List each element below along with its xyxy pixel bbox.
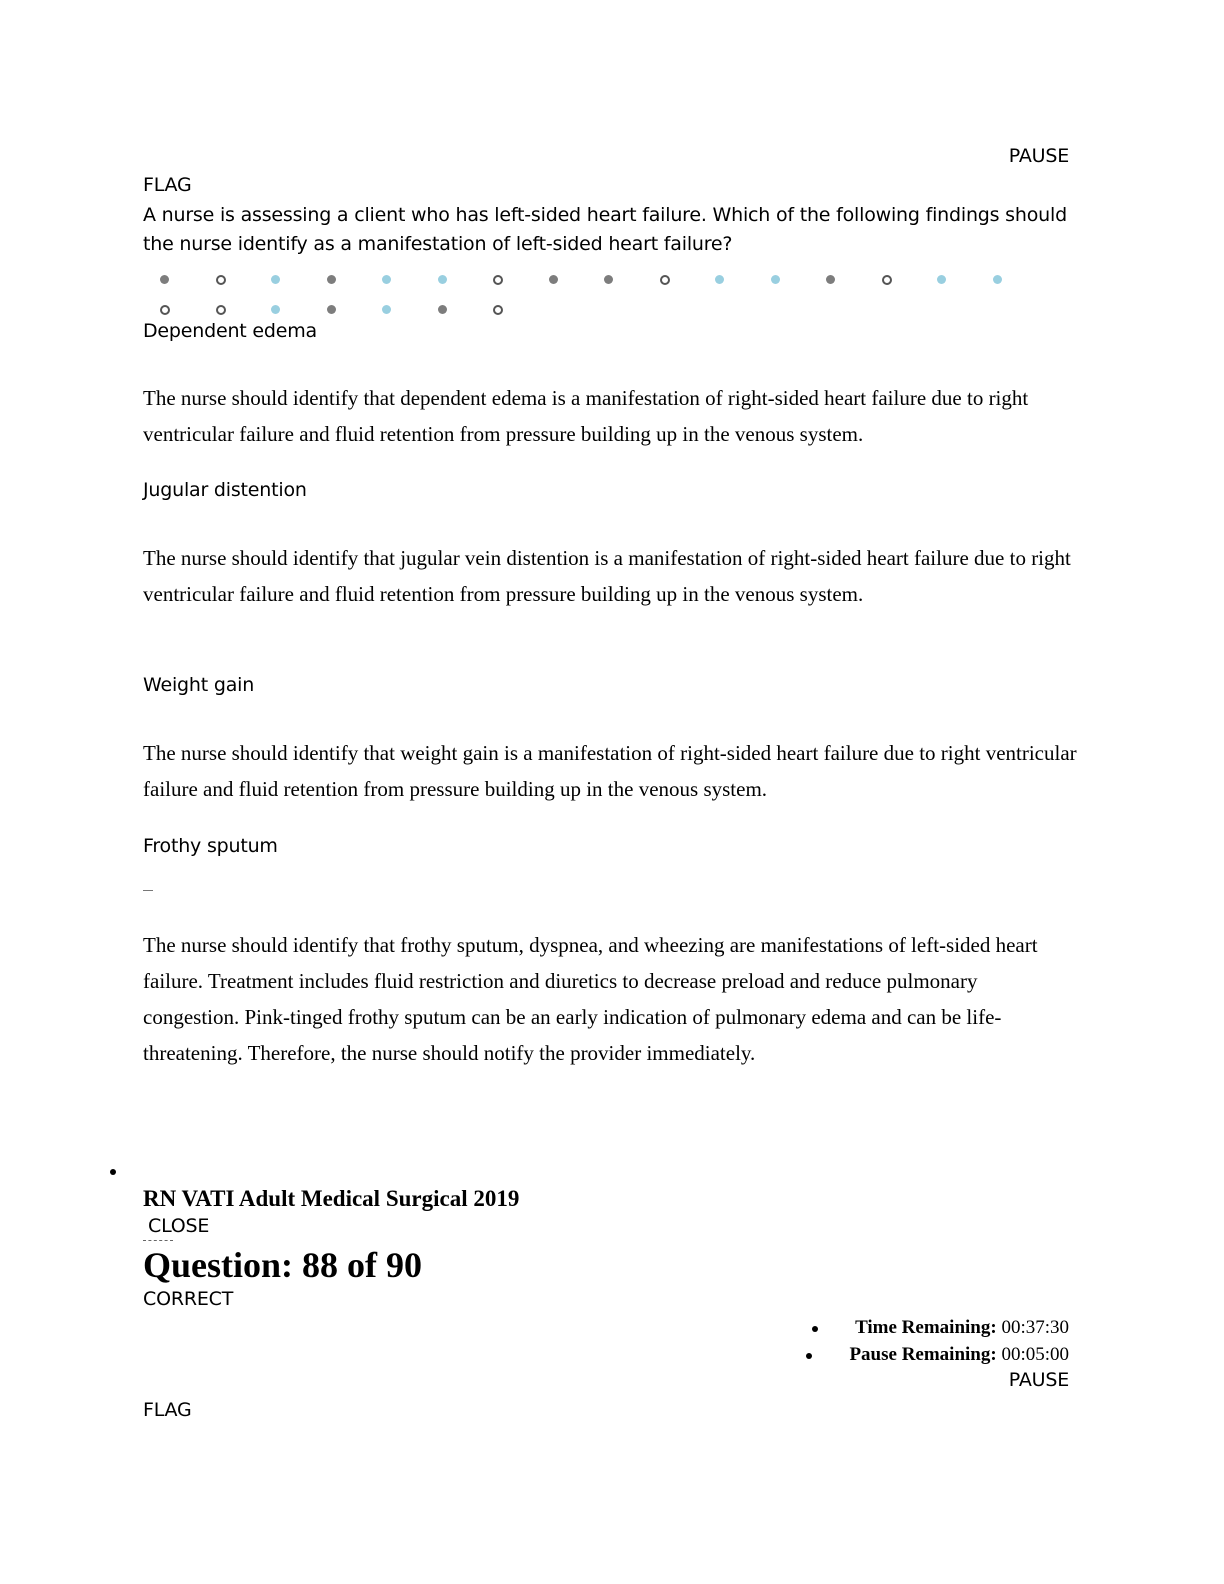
navigator-dot[interactable]	[493, 275, 503, 285]
option-frothy-sputum[interactable]: Frothy sputum	[143, 835, 278, 857]
navigator-dot[interactable]	[438, 275, 447, 284]
flag-button-2[interactable]: FLAG	[143, 1399, 192, 1421]
navigator-dot[interactable]	[826, 275, 835, 284]
navigator-dot[interactable]	[382, 275, 391, 284]
navigator-dot[interactable]	[382, 305, 391, 314]
navigator-dot[interactable]	[882, 275, 892, 285]
question-navigator	[160, 273, 1040, 319]
option-weight-gain[interactable]: Weight gain	[143, 674, 255, 696]
navigator-dot[interactable]	[493, 305, 503, 315]
option-dependent-edema[interactable]: Dependent edema	[143, 320, 317, 342]
rationale-dependent-edema: The nurse should identify that dependent edema is a manifestation of right-sided heart failure due to right ventricular failure and fluid retention from pressure building up in the venous system.	[143, 386, 1029, 446]
flag-button[interactable]: FLAG	[143, 174, 192, 196]
rationale-weight-gain: The nurse should identify that weight gain is a manifestation of right-sided heart failure due to right ventricular failure and fluid retention from pressure building up in the venous system.	[143, 741, 1077, 801]
navigator-dot[interactable]	[660, 275, 670, 285]
question-counter: Question: 88 of 90	[143, 1245, 422, 1285]
list-bullet	[110, 1169, 116, 1175]
exam-title: RN VATI Adult Medical Surgical 2019	[143, 1186, 520, 1211]
navigator-dot[interactable]	[271, 275, 280, 284]
close-button[interactable]: CLOSE	[148, 1215, 210, 1237]
navigator-dot[interactable]	[160, 305, 170, 315]
pause-remaining	[849, 1344, 1069, 1366]
pause-remaining-label: Pause Remaining:	[849, 1344, 997, 1365]
time-remaining	[855, 1317, 1069, 1339]
list-bullet	[812, 1326, 818, 1332]
option-jugular-distention[interactable]: Jugular distention	[143, 479, 307, 501]
navigator-dot[interactable]	[993, 275, 1002, 284]
time-remaining-label: Time Remaining:	[855, 1317, 997, 1338]
navigator-dot[interactable]	[327, 275, 336, 284]
navigator-dot[interactable]	[771, 275, 780, 284]
navigator-dot[interactable]	[271, 305, 280, 314]
pause-button[interactable]: PAUSE	[1008, 145, 1069, 167]
navigator-dot[interactable]	[216, 305, 226, 315]
navigator-dot[interactable]	[438, 305, 447, 314]
navigator-dot[interactable]	[160, 275, 169, 284]
close-underline	[143, 1240, 173, 1242]
question-text: A nurse is assessing a client who has left-sided heart failure. Which of the following findings should the nurse identify as a manifestation of left-sided heart failure?	[143, 204, 1067, 255]
navigator-dot[interactable]	[327, 305, 336, 314]
pause-remaining-value: 00:05:00	[1001, 1344, 1069, 1365]
navigator-dot[interactable]	[216, 275, 226, 285]
divider	[143, 890, 153, 891]
time-remaining-value: 00:37:30	[1001, 1317, 1069, 1338]
list-bullet	[806, 1353, 812, 1359]
navigator-dot[interactable]	[937, 275, 946, 284]
navigator-dot[interactable]	[549, 275, 558, 284]
rationale-jugular-distention: The nurse should identify that jugular vein distention is a manifestation of right-sided heart failure due to right ventricular failure and fluid retention from pressure building up in the venous system.	[143, 546, 1071, 606]
navigator-dot[interactable]	[715, 275, 724, 284]
pause-button-2[interactable]: PAUSE	[1008, 1369, 1069, 1391]
navigator-dot[interactable]	[604, 275, 613, 284]
status-label: CORRECT	[143, 1288, 234, 1310]
rationale-frothy-sputum: The nurse should identify that frothy sputum, dyspnea, and wheezing are manifestations of left-sided heart failure. Treatment includes fluid restriction and diuretics to decrease preload and reduce pulmonary congestion. Pink-tinged frothy sputum can be an early indication of pulmonary edema and can be life-threatening. Therefore, the nurse should notify the provider immediately.	[143, 933, 1038, 1065]
